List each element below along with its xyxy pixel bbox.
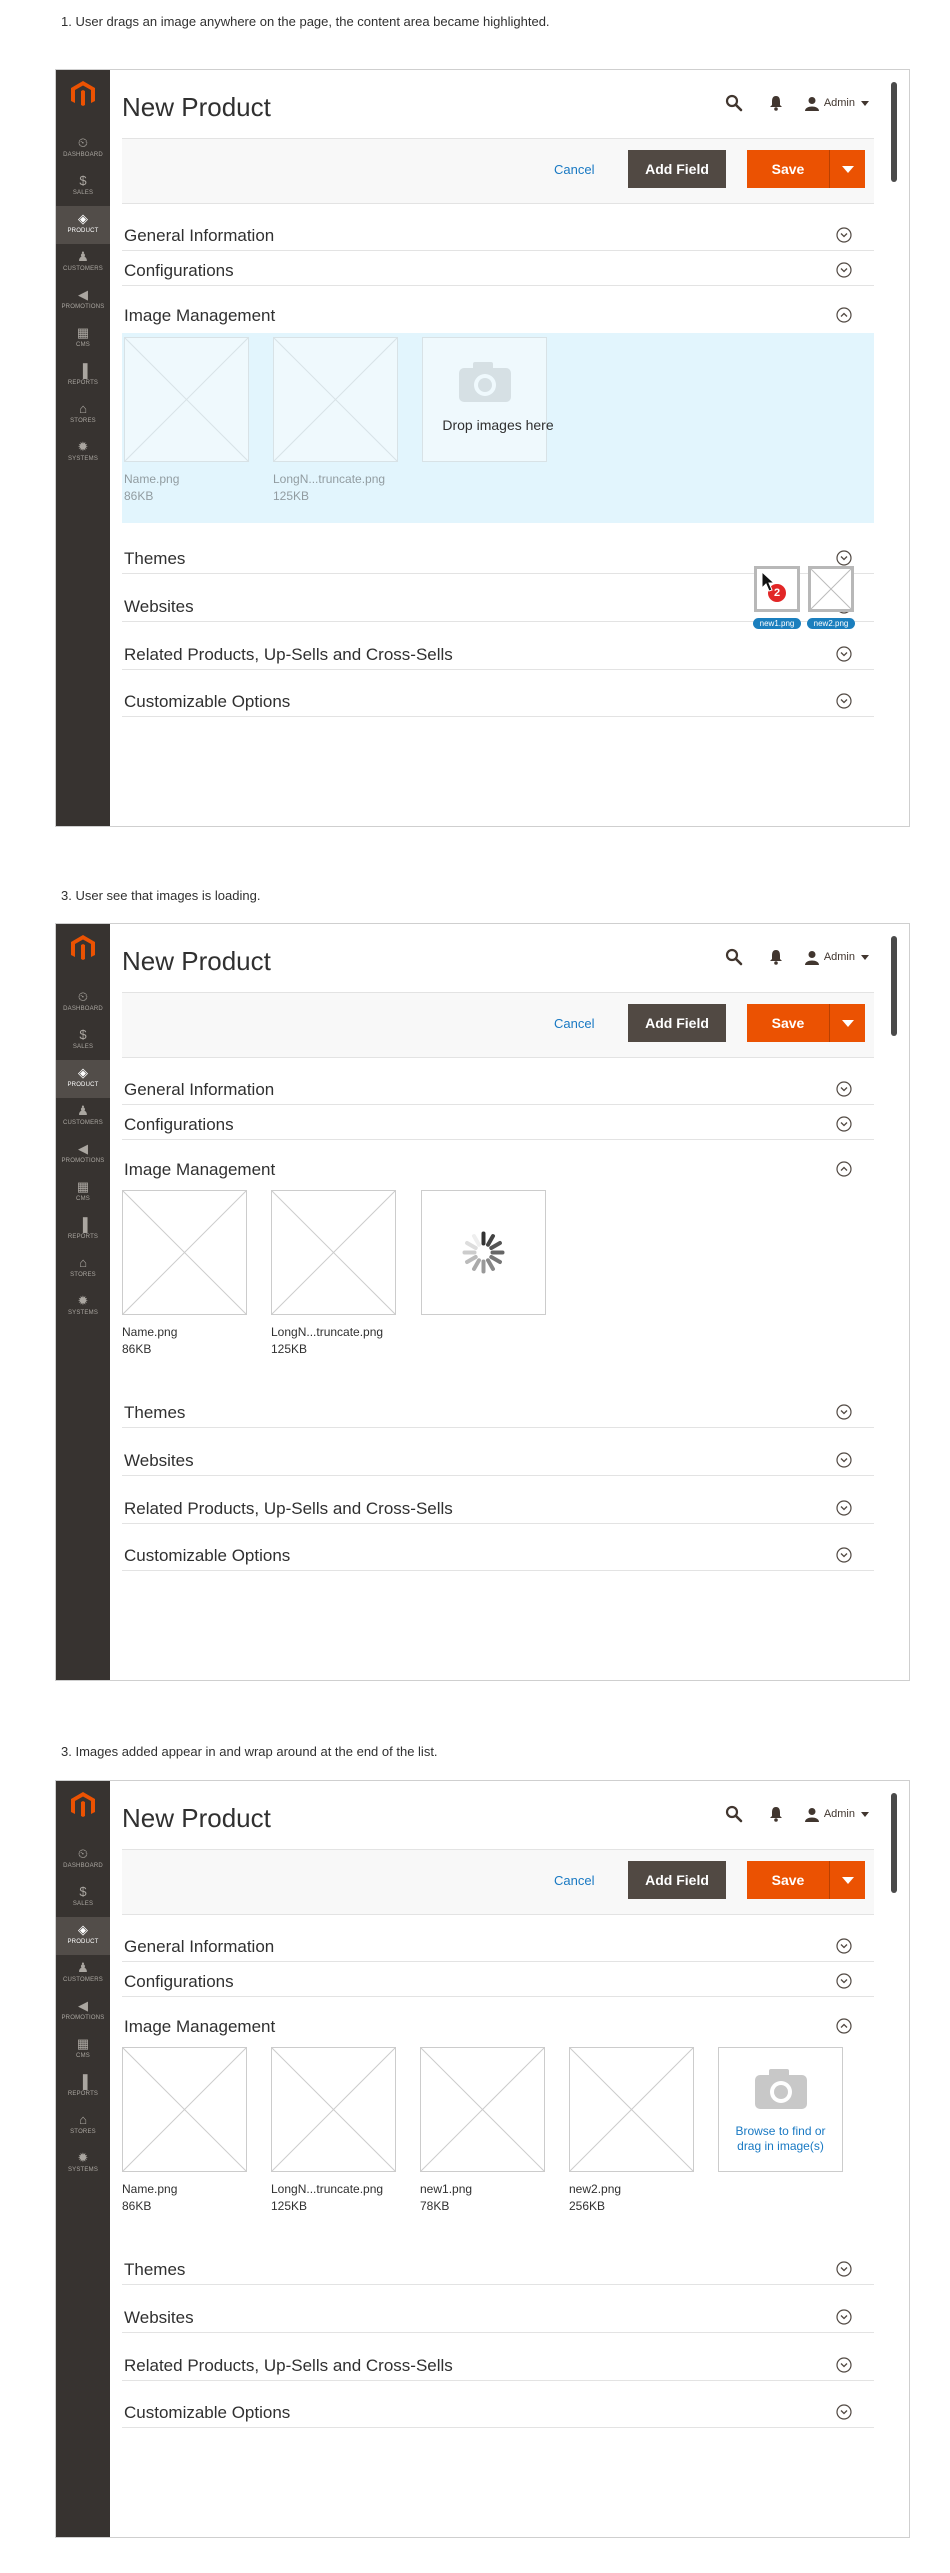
expand-chevron-icon bbox=[836, 2309, 852, 2325]
expand-chevron-icon bbox=[836, 1938, 852, 1954]
section-image-management[interactable]: Image Management bbox=[122, 1152, 874, 1184]
person-icon: ♟ bbox=[77, 249, 89, 264]
section-themes[interactable]: Themes bbox=[122, 541, 874, 574]
expand-chevron-icon bbox=[836, 2404, 852, 2420]
user-icon bbox=[805, 96, 819, 111]
sidebar-item-reports[interactable]: ▐ REPORTS bbox=[56, 1212, 110, 1250]
page-title: New Product bbox=[122, 946, 271, 976]
drop-images-label: Drop images here bbox=[442, 417, 554, 433]
image-size: 86KB bbox=[122, 1342, 152, 1356]
admin-name: Admin bbox=[823, 951, 855, 963]
section-general-information[interactable]: General Information bbox=[122, 1929, 874, 1962]
admin-user-menu[interactable] bbox=[805, 1807, 869, 1822]
camera-icon bbox=[423, 338, 546, 461]
gear-icon: ✹ bbox=[77, 2150, 89, 2165]
add-field-button[interactable]: Add Field bbox=[628, 1861, 726, 1899]
expand-chevron-icon bbox=[836, 1452, 852, 1468]
image-thumbnail[interactable] bbox=[122, 1190, 247, 1315]
section-themes[interactable]: Themes bbox=[122, 2252, 874, 2285]
save-options-button[interactable] bbox=[829, 1861, 865, 1899]
page-title: New Product bbox=[122, 1803, 271, 1833]
section-general-information[interactable]: General Information bbox=[122, 1072, 874, 1105]
section-configurations[interactable]: Configurations bbox=[122, 1964, 874, 1997]
search-icon[interactable] bbox=[725, 948, 743, 966]
section-related-products[interactable]: Related Products, Up-Sells and Cross-Sells bbox=[122, 2348, 874, 2381]
expand-chevron-icon bbox=[836, 1973, 852, 1989]
save-button[interactable]: Save bbox=[747, 150, 829, 188]
admin-window-1 bbox=[55, 69, 910, 827]
admin-name: Admin bbox=[823, 97, 855, 109]
dashboard-icon: ⏲ bbox=[77, 135, 89, 150]
search-icon[interactable] bbox=[725, 94, 743, 112]
image-size: 86KB bbox=[124, 489, 154, 503]
sidebar-item-sales[interactable]: $ SALES bbox=[56, 168, 110, 206]
expand-chevron-icon bbox=[836, 693, 852, 709]
gear-icon: ✹ bbox=[77, 439, 89, 454]
image-size: 78KB bbox=[420, 2199, 450, 2213]
sidebar-item-product[interactable]: ◈ PRODUCT bbox=[56, 1917, 110, 1955]
save-options-button[interactable] bbox=[829, 150, 865, 188]
megaphone-icon: ◀ bbox=[78, 1141, 88, 1156]
image-name: Name.png bbox=[122, 2182, 178, 2196]
image-thumbnail[interactable] bbox=[124, 337, 249, 462]
scene-3-caption: 3. Images added appear in and wrap around at the end of the list. bbox=[61, 1744, 438, 1759]
sidebar-item-sales[interactable]: $ SALES bbox=[56, 1879, 110, 1917]
header-actions bbox=[725, 948, 869, 966]
image-thumbnail[interactable] bbox=[569, 2047, 694, 2172]
expand-chevron-icon bbox=[836, 1404, 852, 1420]
dragged-image-preview bbox=[808, 566, 854, 612]
section-related-products[interactable]: Related Products, Up-Sells and Cross-Sells bbox=[122, 1491, 874, 1524]
store-icon: ⌂ bbox=[79, 1255, 87, 1270]
store-icon: ⌂ bbox=[79, 401, 87, 416]
cube-icon: ◈ bbox=[78, 211, 88, 226]
section-themes[interactable]: Themes bbox=[122, 1395, 874, 1428]
store-icon: ⌂ bbox=[79, 2112, 87, 2127]
admin-window-2 bbox=[55, 923, 910, 1681]
image-dropzone-highlighted[interactable] bbox=[122, 333, 874, 523]
section-websites[interactable]: Websites bbox=[122, 1443, 874, 1476]
image-size: 86KB bbox=[122, 2199, 152, 2213]
cancel-button[interactable]: Cancel bbox=[554, 1873, 595, 1888]
sidebar-item-systems[interactable]: ✹ SYSTEMS bbox=[56, 2145, 110, 2183]
admin-user-menu[interactable] bbox=[805, 96, 869, 111]
sidebar-item-cms[interactable]: ▦ CMS bbox=[56, 2031, 110, 2069]
admin-name: Admin bbox=[823, 1808, 855, 1820]
drag-count-badge: 2 bbox=[768, 584, 786, 602]
image-name: new2.png bbox=[569, 2182, 622, 2196]
collapse-chevron-icon bbox=[836, 1161, 852, 1177]
page-title: New Product bbox=[122, 92, 271, 122]
search-icon[interactable] bbox=[725, 1805, 743, 1823]
section-configurations[interactable]: Configurations bbox=[122, 253, 874, 286]
section-customizable-options[interactable]: Customizable Options bbox=[122, 2395, 874, 2428]
magento-logo-icon bbox=[70, 80, 96, 108]
chevron-down-icon bbox=[861, 101, 869, 106]
image-size: 256KB bbox=[569, 2199, 606, 2213]
image-thumbnail[interactable] bbox=[271, 2047, 396, 2172]
dollar-icon: $ bbox=[79, 1027, 87, 1042]
sidebar-item-dashboard[interactable]: ⏲ DASHBOARD bbox=[56, 984, 110, 1022]
cube-icon: ◈ bbox=[78, 1065, 88, 1080]
page-actions-bar bbox=[122, 992, 874, 1058]
section-image-management[interactable]: Image Management bbox=[122, 298, 874, 330]
image-name: Name.png bbox=[122, 1325, 178, 1339]
expand-chevron-icon bbox=[836, 2357, 852, 2373]
gear-icon: ✹ bbox=[77, 1293, 89, 1308]
cancel-button[interactable]: Cancel bbox=[554, 1016, 595, 1031]
section-general-information[interactable]: General Information bbox=[122, 218, 874, 251]
person-icon: ♟ bbox=[77, 1103, 89, 1118]
scene-1-caption: 1. User drags an image anywhere on the page, the content area became highlighted. bbox=[61, 14, 550, 29]
dollar-icon: $ bbox=[79, 1884, 87, 1899]
add-field-button[interactable]: Add Field bbox=[628, 150, 726, 188]
save-options-button[interactable] bbox=[829, 1004, 865, 1042]
scrollbar[interactable] bbox=[891, 1793, 897, 1893]
bar-chart-icon: ▐ bbox=[78, 363, 88, 378]
admin-sidebar bbox=[56, 924, 110, 1680]
header-actions bbox=[725, 94, 869, 112]
sidebar-item-reports[interactable]: ▐ REPORTS bbox=[56, 2069, 110, 2107]
sidebar-item-systems[interactable]: ✹ SYSTEMS bbox=[56, 434, 110, 472]
image-name: Name.png bbox=[124, 472, 180, 486]
image-thumbnail[interactable] bbox=[273, 337, 398, 462]
sidebar-item-cms[interactable]: ▦ CMS bbox=[56, 320, 110, 358]
section-related-products[interactable]: Related Products, Up-Sells and Cross-Sells bbox=[122, 637, 874, 670]
image-name: LongN...truncate.png bbox=[271, 2182, 384, 2196]
collapse-chevron-icon bbox=[836, 2018, 852, 2034]
section-configurations[interactable]: Configurations bbox=[122, 1107, 874, 1140]
section-websites[interactable]: Websites bbox=[122, 2300, 874, 2333]
sidebar-item-sales[interactable]: $ SALES bbox=[56, 1022, 110, 1060]
expand-chevron-icon bbox=[836, 262, 852, 278]
scrollbar[interactable] bbox=[891, 936, 897, 1036]
sidebar-item-dashboard[interactable]: ⏲ DASHBOARD bbox=[56, 130, 110, 168]
caret-down-icon bbox=[842, 1877, 854, 1884]
admin-user-menu[interactable] bbox=[805, 950, 869, 965]
person-icon: ♟ bbox=[77, 1960, 89, 1975]
bell-icon[interactable] bbox=[769, 949, 783, 965]
mouse-cursor-icon bbox=[761, 571, 775, 593]
add-field-button[interactable]: Add Field bbox=[628, 1004, 726, 1042]
caret-down-icon bbox=[842, 166, 854, 173]
sidebar-item-systems[interactable]: ✹ SYSTEMS bbox=[56, 1288, 110, 1326]
magento-logo-icon bbox=[70, 934, 96, 962]
dragged-file-label: new2.png bbox=[807, 618, 855, 629]
sidebar-item-customers[interactable]: ♟ CUSTOMERS bbox=[56, 1098, 110, 1136]
sidebar-item-promotions[interactable]: ◀ PROMOTIONS bbox=[56, 282, 110, 320]
bell-icon[interactable] bbox=[769, 1806, 783, 1822]
sidebar-item-product[interactable]: ◈ PRODUCT bbox=[56, 206, 110, 244]
scene-2-caption: 3. User see that images is loading. bbox=[61, 888, 261, 903]
user-icon bbox=[805, 1807, 819, 1822]
image-name: new1.png bbox=[420, 2182, 473, 2196]
image-thumbnail[interactable] bbox=[420, 2047, 545, 2172]
admin-sidebar bbox=[56, 70, 110, 826]
admin-window-3 bbox=[55, 1780, 910, 2538]
expand-chevron-icon bbox=[836, 2261, 852, 2277]
sidebar-item-reports[interactable]: ▐ REPORTS bbox=[56, 358, 110, 396]
browse-tile-faded bbox=[422, 337, 547, 462]
sidebar-item-dashboard[interactable]: ⏲ DASHBOARD bbox=[56, 1841, 110, 1879]
sidebar-item-customers[interactable]: ♟ CUSTOMERS bbox=[56, 1955, 110, 1993]
section-customizable-options[interactable]: Customizable Options bbox=[122, 1538, 874, 1571]
image-loading-tile bbox=[421, 1190, 546, 1315]
chevron-down-icon bbox=[861, 955, 869, 960]
image-thumbnail[interactable] bbox=[271, 1190, 396, 1315]
expand-chevron-icon bbox=[836, 550, 852, 566]
cube-icon: ◈ bbox=[78, 1922, 88, 1937]
header-actions bbox=[725, 1805, 869, 1823]
section-customizable-options[interactable]: Customizable Options bbox=[122, 684, 874, 717]
image-size: 125KB bbox=[271, 1342, 308, 1356]
sidebar-item-stores[interactable]: ⌂ STORES bbox=[56, 2107, 110, 2145]
camera-icon bbox=[719, 2048, 842, 2118]
caret-down-icon bbox=[842, 1020, 854, 1027]
sidebar-item-product[interactable]: ◈ PRODUCT bbox=[56, 1060, 110, 1098]
expand-chevron-icon bbox=[836, 646, 852, 662]
expand-chevron-icon bbox=[836, 1547, 852, 1563]
image-size: 125KB bbox=[271, 2199, 308, 2213]
dollar-icon: $ bbox=[79, 173, 87, 188]
dragged-file-label: new1.png bbox=[753, 618, 801, 629]
expand-chevron-icon bbox=[836, 1500, 852, 1516]
collapse-chevron-icon bbox=[836, 307, 852, 323]
megaphone-icon: ◀ bbox=[78, 287, 88, 302]
admin-sidebar bbox=[56, 1781, 110, 2537]
page-actions-bar bbox=[122, 138, 874, 204]
image-thumbnail[interactable] bbox=[122, 2047, 247, 2172]
sidebar-item-customers[interactable]: ♟ CUSTOMERS bbox=[56, 244, 110, 282]
image-size: 125KB bbox=[273, 489, 310, 503]
document-icon: ▦ bbox=[76, 2036, 90, 2051]
sidebar-item-stores[interactable]: ⌂ STORES bbox=[56, 396, 110, 434]
image-name: LongN...truncate.png bbox=[271, 1325, 384, 1339]
sidebar-item-promotions[interactable]: ◀ PROMOTIONS bbox=[56, 1993, 110, 2031]
expand-chevron-icon bbox=[836, 1081, 852, 1097]
document-icon: ▦ bbox=[76, 325, 90, 340]
section-websites[interactable]: Websites bbox=[122, 589, 874, 622]
sidebar-item-stores[interactable]: ⌂ STORES bbox=[56, 1250, 110, 1288]
expand-chevron-icon bbox=[836, 227, 852, 243]
user-icon bbox=[805, 950, 819, 965]
sidebar-item-cms[interactable]: ▦ CMS bbox=[56, 1174, 110, 1212]
browse-images-tile[interactable] bbox=[718, 2047, 843, 2172]
page-actions-bar bbox=[122, 1849, 874, 1915]
image-name: LongN...truncate.png bbox=[273, 472, 386, 486]
bell-icon[interactable] bbox=[769, 95, 783, 111]
megaphone-icon: ◀ bbox=[78, 1998, 88, 2013]
dashboard-icon: ⏲ bbox=[77, 989, 89, 1004]
chevron-down-icon bbox=[861, 1812, 869, 1817]
dashboard-icon: ⏲ bbox=[77, 1846, 89, 1861]
save-button[interactable]: Save bbox=[747, 1861, 829, 1899]
loading-spinner-icon bbox=[422, 1191, 545, 1314]
cancel-button[interactable]: Cancel bbox=[554, 162, 595, 177]
section-image-management[interactable]: Image Management bbox=[122, 2009, 874, 2041]
expand-chevron-icon bbox=[836, 1116, 852, 1132]
browse-link[interactable]: Browse to find or drag in image(s) bbox=[735, 2124, 826, 2153]
magento-logo-icon bbox=[70, 1791, 96, 1819]
sidebar-item-promotions[interactable]: ◀ PROMOTIONS bbox=[56, 1136, 110, 1174]
scrollbar[interactable] bbox=[891, 82, 897, 182]
bar-chart-icon: ▐ bbox=[78, 1217, 88, 1232]
bar-chart-icon: ▐ bbox=[78, 2074, 88, 2089]
document-icon: ▦ bbox=[76, 1179, 90, 1194]
save-button[interactable]: Save bbox=[747, 1004, 829, 1042]
